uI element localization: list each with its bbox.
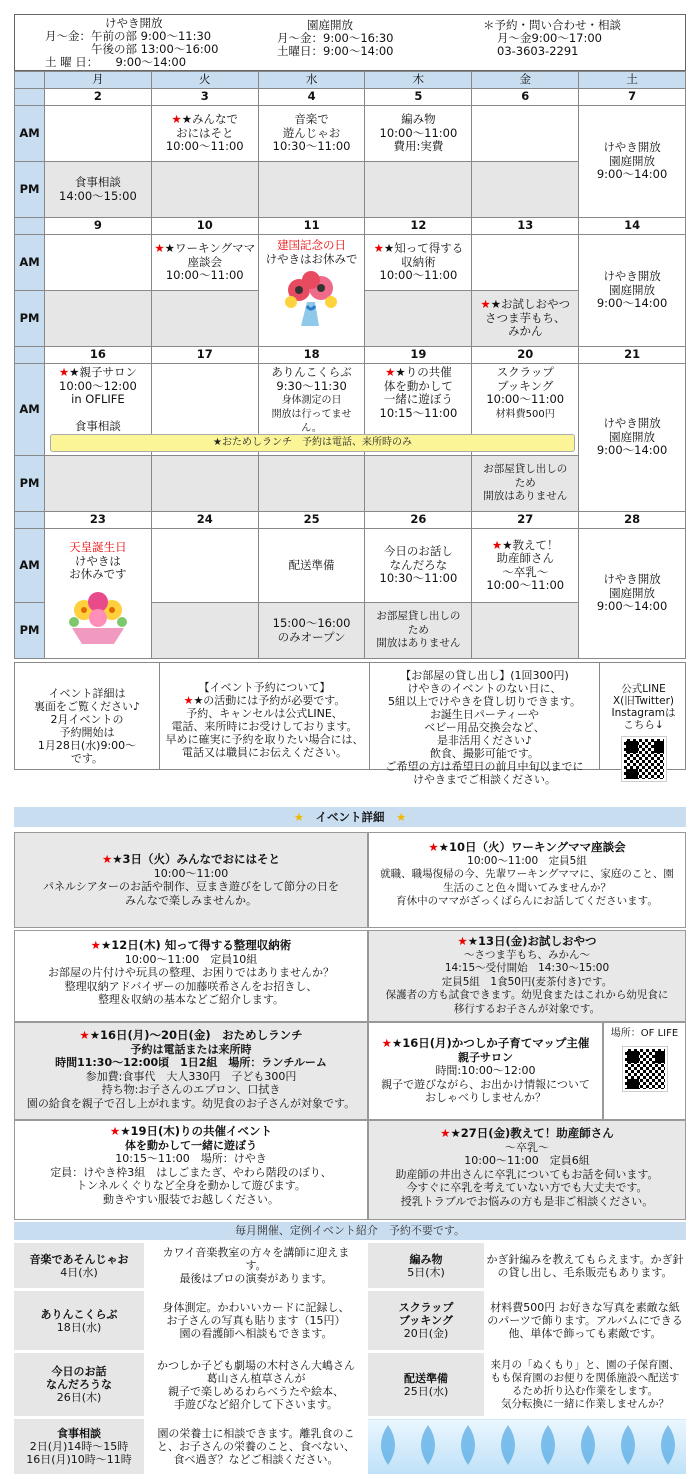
weekday-mon: 月 [45,72,152,89]
regular-event-name: スクラップ ブッキング 20日(金) [368,1290,484,1352]
regular-event-desc: かつしか子ども劇場の木村さん大嶋さん 葛山さん植草さんが 親子で楽しめるわらべうたや絵本、 手遊びなど紹介して下さいます。 [144,1352,368,1418]
info-box [14,662,686,786]
event-cell: 音楽で 遊んじゃお 10:30～11:00 [258,106,365,162]
pm-label: PM [15,603,45,659]
pm-label: PM [15,456,45,512]
room-rental-notice: 【お部屋の貸し出し】(1回300円) けやきのイベントのない日に、 5組以上でけやきを貸し切りできます。 お誕生日パーティーや ベビー用品交換会など、 是非活用ください♪ 飲食、撮影可能です。 ご希望の方は希望日の前月中旬以までに けやきまでご相談ください。 [370,663,600,769]
flower-bouquet-icon [62,588,134,646]
event-cell: ★★りの共催 体を動かして 一緒に遊ぼう 10:15～11:00 [365,364,472,456]
am-label: AM [15,235,45,291]
event-cell: ★★みんなで おにはそと 10:00～11:00 [151,106,258,162]
weekday-sat: 土 [579,72,686,89]
event-cell: けやき開放 園庭開放 9:00～14:00 [579,529,686,659]
regular-event-name: 編み物 5日(木) [368,1242,484,1290]
event-detail-card: ★★27日(金)教えて！助産師さん ～卒乳～ 10:00～11:00 定員6組 助産師の井出さんに卒乳についてもお話を伺います。 今すぐに卒乳を考えていない方でも大丈夫です。 授乳トラブルでお悩みの方も是非ご相談ください。 [368,1120,686,1220]
date-cell: 26 [365,512,472,529]
date-cell: 5 [365,89,472,106]
regular-event-desc: カワイ音楽教室の方々を講師に迎えま す。 最後はプロの演奏があります。 [144,1242,368,1290]
event-detail-card: ★★10日（火）ワーキングママ座談会 10:00～11:00 定員5組 就職、職場復帰の今、先輩ワーキングママに、家庭のこと、園 生活のこと色々聞いてみませんか？ 育休中のママがざっくばらんにお話してくださいます。 [368,832,686,928]
calendar-table [14,71,686,659]
flower-bouquet-icon [277,268,347,330]
date-cell: 25 [258,512,365,529]
event-detail-card: ★★16日(月)～20日(金) おためしランチ 予約は電話または来所時 時間11:30～12:00頃 1日2組 場所：ランチルーム 参加費:食事代 大人330円 子ども300円 持ち物:お子さんのエプロン、口拭き 園の給食を親子で召し上がれます。幼児食のお子さんが対象です。 [14,1022,368,1120]
event-cell: ★★お試しおやつ さつま芋もち、 みかん [472,291,579,347]
event-cell: 配送準備 [258,529,365,603]
date-cell: 3 [151,89,258,106]
weekday-thu: 木 [365,72,472,89]
pm-label: PM [15,291,45,347]
date-cell: 21 [579,347,686,364]
date-cell: 28 [579,512,686,529]
qr-code-icon[interactable] [623,1047,667,1091]
date-cell: 12 [365,218,472,235]
event-detail-card: ★★12日(木) 知って得する整理収納術 10:00～11:00 定員10組 お部屋の片付けや玩具の整理、お困りではありませんか？ 整理収納アドバイザーの加藤咲希さんをお招きし、 整理＆収納の基本などご紹介します。 [14,930,368,1022]
weekday-fri: 金 [472,72,579,89]
regular-event-name: 食事相談 2日(月)14時～15時 16日(月)10時～11時 [14,1418,144,1475]
event-detail-card: ★★3日（火）みんなでおにはそと 10:00～11:00 パネルシアターのお話や制作、豆まき遊びをして節分の日を みんなで楽しみませんか。 [14,832,368,928]
event-cell: 編み物 10:00～11:00 費用:実費 [365,106,472,162]
event-detail-card: ★★13日(金)お試しおやつ ～さつま芋もち、みかん～ 14:15～受付開始 14:30～15:00 定員5組 1食50円(麦茶付き)です。 保護者の方も試食できます。幼児食またはこれから幼児食に 移行するお子さんが対象です。 [368,930,686,1022]
water-drops-decoration [368,1418,686,1475]
water-drop-icon [368,1419,686,1471]
weekday-wed: 水 [258,72,365,89]
date-cell: 20 [472,347,579,364]
regular-event-desc: 身体測定。かわいいカードに記録し、 お子さんの写真も貼ります（15円） 園の看護師へ相談もできます。 [144,1290,368,1352]
pm-label: PM [15,162,45,218]
event-cell: ありんこくらぶ 9:30～11:30 身体測定の日 開放は行ってませ ん。 [258,364,365,456]
event-detail-bar: ★ イベント詳細 ★ [14,807,686,827]
regular-event-desc: 材料費500円 お好きな写真を素敵な紙 のパーツで飾ります。アルバムにできる 他、単体で飾っても素敵です。 [484,1290,686,1352]
regular-event-desc: 来月の「ぬくもり」と、園の子保育園、 もも保育園のお便りを関係施設へ配送す るため折り込む作業をします。 気分転換に一緒に作業しませんか？ [484,1352,686,1418]
regular-event-name: 今日のお話 なんだろうな 26日(木) [14,1352,144,1418]
reservation-notice: 【イベント予約について】 ★★の活動には予約が必要です。 予約、キャンセルは公式LINE、 電話、来所時にお受けしております。 早めに確実に予約を取りたい場合には、 電話又は職員にお伝えください。 [160,663,370,769]
contact-info: ＊予約・問い合わせ・相談 月～金9:00～17:00 03-3603-2291 [483,18,621,58]
date-cell: 6 [472,89,579,106]
event-detail-card: ★★19日(木)りの共催イベント 体を動かして一緒に遊ぼう 10:15～11:00 場所：けやき 定員：けやき枠3組 はしごまたぎ、やわら階段のぼり、 トンネルくぐりなど全身を動かして遊びます。 動きやすい服装でお越しください。 [14,1120,368,1220]
date-cell: 9 [45,218,152,235]
holiday-cell: 天皇誕生日 けやきは お休みです [45,529,152,659]
event-detail-card: ★★16日(月)かつしか子育てマップ主催 親子サロン 時間:10:00～12:00 親子で遊びながら、お出かけ情報について おしゃべりしませんか？ [368,1022,603,1120]
regular-events-table [14,1240,686,1474]
date-cell: 4 [258,89,365,106]
event-cell: けやき開放 園庭開放 9:00～14:00 [579,364,686,512]
weekday-tue: 火 [151,72,258,89]
regular-event-desc: かぎ針編みを教えてもらえます。かぎ針 の貸し出し、毛糸販売もあります。 [484,1242,686,1290]
event-cell: 今日のお話し なんだろな 10:30～11:00 [365,529,472,603]
event-cell: けやき開放 園庭開放 9:00～14:00 [579,106,686,218]
date-cell: 17 [151,347,258,364]
date-cell: 11 [258,218,365,235]
date-cell: 27 [472,512,579,529]
event-cell: 食事相談 14:00～15:00 [45,162,152,218]
event-info-notice: イベント詳細は 裏面をご覧ください♪ 2月イベントの 予約開始は 1月28日(水)9:00～ です。 [15,663,160,769]
event-cell: お部屋貸し出しの ため 開放はありません [472,456,579,512]
am-label: AM [15,364,45,456]
date-cell: 24 [151,512,258,529]
qr-code-icon[interactable] [622,737,666,781]
keyaki-open-hours: けやき開放 月～金：午前の部 9:00～11:30 午後の部 13:00～16:00 土 曜 日： 9:00～14:00 [45,16,219,69]
star-icon: ★ [396,810,407,824]
holiday-cell: 建国記念の日 けやきはお休みで [258,235,365,347]
date-cell: 23 [45,512,152,529]
am-label: AM [15,529,45,603]
location-card: 場所：OF LIFE [603,1022,686,1120]
date-cell: 2 [45,89,152,106]
date-cell: 13 [472,218,579,235]
regular-event-name: 音楽であそんじゃお 4日(水) [14,1242,144,1290]
sns-links: 公式LINE X(旧Twitter) Instagramは こちら↓ [600,663,687,769]
regular-event-name: 配送準備 25日(水) [368,1352,484,1418]
date-cell: 19 [365,347,472,364]
event-cell: お部屋貸し出しの ため 開放はありません [365,603,472,659]
event-cell: スクラップ ブッキング 10:00～11:00 材料費500円 [472,364,579,456]
star-icon: ★ [293,810,304,824]
regular-event-name: ありんこくらぶ 18日(水) [14,1290,144,1352]
garden-open-hours: 園庭開放 月～金：9:00～16:30 土曜日：9:00～14:00 [277,18,394,58]
date-cell: 14 [579,218,686,235]
date-cell: 7 [579,89,686,106]
regular-event-desc: 園の栄養士に相談できます。離乳食のこ と、お子さんの栄養のこと、食べない、 食べ過ぎ？などご相談ください。 [144,1418,368,1475]
event-cell: ★★教えて！ 助産師さん ～卒乳～ 10:00～11:00 [472,529,579,603]
lunch-banner: ★おためしランチ 予約は電話、来所時のみ [50,434,575,452]
event-cell: けやき開放 園庭開放 9:00～14:00 [579,235,686,347]
date-cell: 16 [45,347,152,364]
event-cell: ★★ワーキングママ 座談会 10:00～11:00 [151,235,258,291]
regular-events-bar: 毎月開催、定例イベント紹介 予約不要です。 [14,1222,686,1240]
date-cell: 10 [151,218,258,235]
am-label: AM [15,106,45,162]
event-cell: ★★親子サロン 10:00～12:00 in OFLIFE 食事相談 [45,364,152,456]
date-cell: 18 [258,347,365,364]
event-cell: 15:00～16:00 のみオープン [258,603,365,659]
event-cell: ★★知って得する 収納術 10:00～11:00 [365,235,472,291]
header-info [14,14,686,71]
